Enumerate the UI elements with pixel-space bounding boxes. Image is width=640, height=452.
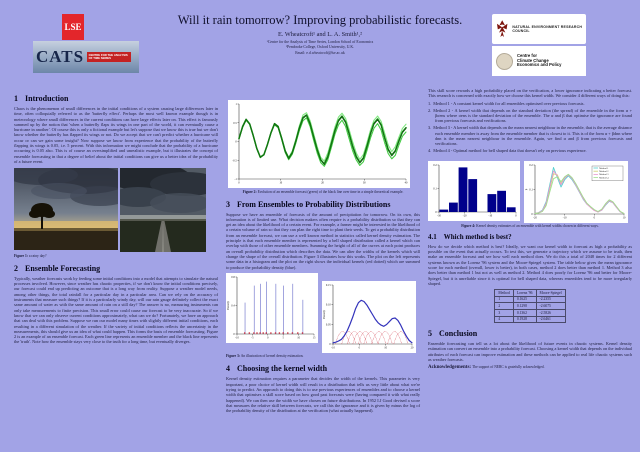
svg-text:0.10: 0.10: [325, 303, 331, 307]
table-cell: -2.5826: [536, 309, 565, 316]
method-item-1: 1. Method 1 - A constant kernel width for all ensembles optimised over previous forecasts.: [428, 100, 585, 106]
svg-text:0: 0: [233, 332, 235, 336]
svg-text:0: 0: [238, 181, 240, 185]
table-cell: 0.1625: [513, 296, 536, 303]
nerc-logo-text: NATURAL ENVIRONMENT RESEARCH COUNCIL: [512, 24, 583, 33]
svg-text:0: 0: [593, 216, 596, 220]
svg-text:0.8: 0.8: [231, 275, 235, 279]
svg-text:0.4: 0.4: [231, 304, 235, 308]
svg-text:0: 0: [267, 336, 269, 340]
svg-text:10: 10: [297, 336, 300, 340]
svg-text:1: 1: [235, 103, 237, 106]
column-2: [226, 88, 420, 414]
ensemble-forecasting-paragraph: Typically, weather forecasts work by feeding some initial conditions into a model that attempts to simulate the natural processes involved. However, since weather has chaotic properties, if we don't know the initial conditions precisely, our forecast could end up predicting an outcome that is a long way from reality. Suppose a weather model needs, among other things, the total rainfall for a particular day in a particular area. Can we rely on the accuracy of instruments that measure such things? If it is a particularly windy day, will our rain gauge definitely collect the exact same amount of water as with the same amount of rain on a still day? The answer is no, measuring instruments can only take measurements to finite precision. This small error could cause our forecast to be very inaccurate. So if we know that we can only observe current conditions approximately, what can we do? Fortunately, we have an approach that can deal with this problem. Suppose we run our model many times with slightly different initial conditions, each resulting in a different simulation of the weather. If the variety of initial conditions reflects the uncertainty in the measurements, this should give us an idea of what could happen. This forms the basis of ensemble forecasting. Figure 2 is an example of an ensemble forecast. Each green line represents an ensemble member and the black line represents the 'truth'. Note how the ensemble stays very close to the truth for a long time, but eventually diverges.: [14, 275, 218, 345]
svg-text:-10: -10: [235, 336, 239, 340]
cats-logo-text: CATS: [36, 47, 85, 66]
conclusion-paragraph: Ensemble forecasting can tell us a lot about the likelihood of future events in chaotic systems. Kernel density estimation can convert an ensemble into a probability forecast. Choosing a kernel width that depends on the individual attributes of each forecast can improve estimation and these methods can be applied to real life chaotic systems such as weather forecasts.: [428, 341, 632, 362]
method-item-4: 4. Method 4 - Optimal method for bell shaped data that doesn't rely on previous experience.: [428, 148, 587, 154]
table-header-method: Method: [495, 290, 513, 297]
svg-text:0.15: 0.15: [325, 283, 331, 287]
svg-text:Method 1: Method 1: [599, 166, 609, 170]
svg-text:20: 20: [321, 181, 324, 185]
svg-text:-10: -10: [331, 346, 335, 350]
column-3: [428, 88, 632, 370]
svg-text:Density: Density: [322, 309, 327, 320]
authors: E. Wheatcroft¹ and L. A. Smith¹,²: [277, 31, 363, 38]
lse-logo-text: LSE: [64, 22, 82, 32]
svg-text:15: 15: [312, 336, 316, 340]
section-5-heading: 5 Conclusion: [428, 329, 478, 339]
kernel-width-comparison-chart: [524, 161, 628, 223]
storm-road-photo: [120, 168, 206, 252]
svg-text:0: 0: [515, 214, 517, 218]
kernel-density-chart: [322, 281, 416, 353]
svg-text:-0.5: -0.5: [232, 159, 237, 163]
figure-4: [428, 161, 632, 223]
methods-intro-paragraph: This skill score rewards a high probability placed on the verification, a lower ignorance indicating a better forecast. This research is concerned with exactly how we choose this kernel width. We consider 4 different ways of doing this:: [428, 88, 632, 99]
page-title: Will it rain tomorrow? Improving probabilistic forecasts.: [177, 13, 463, 27]
section-1-heading: 1 Introduction: [14, 94, 69, 103]
table-cell: -2.2355: [536, 296, 565, 303]
svg-text:0.1: 0.1: [529, 188, 533, 192]
svg-text:-20: -20: [462, 214, 467, 218]
svg-text:30: 30: [362, 181, 366, 185]
table-row: [495, 303, 565, 310]
kernel-width-paragraph: Kernel density estimation requires a parameter that decides the width of the kernels. This parameter is very important, a poor choice of kernel width will result in a distribution that tells us very little about what we're trying to predict. An approach to doing this is to use previous experiences of ensembles and to choose a kernel width that optimises a skill score based on how good past forecasts were (having compared it with what really happened). We can then use the width we have chosen on future distributions. In 1952 I.J Good devised a score that measures the relative skill between forecasts, we call this the ignorance and it is given by minus the log of the probability density of the distribution at the verification (what actually happened).: [226, 376, 420, 414]
data-histogram-chart: [226, 273, 318, 343]
svg-text:10: 10: [622, 216, 626, 220]
svg-text:-5: -5: [251, 336, 254, 340]
table-cell: -2.6075: [536, 303, 565, 310]
methods-list: [428, 101, 632, 154]
svg-text:-10: -10: [488, 214, 493, 218]
acknowledgements: Acknowledgements: The support of NERC is gratefully acknowledged.: [428, 364, 545, 370]
figure-1: [14, 168, 218, 252]
svg-text:-20: -20: [533, 216, 537, 220]
table-cell: 0.1928: [513, 316, 536, 323]
svg-text:Density: Density: [226, 300, 231, 311]
cats-logo-subtext: CENTRE FOR THE ANALYSIS OF TIME SERIES: [87, 52, 131, 62]
table-header-moore-spiegel: Moore-Spiegel: [536, 290, 565, 297]
table-header-lorenz: Lorenz '96: [513, 290, 536, 297]
svg-text:40: 40: [404, 181, 408, 185]
svg-text:10: 10: [384, 346, 388, 350]
method-item-3: 3. Method 3 - A kernel width that depends on the mean nearest neighbour in the ensemble, that is the average distance each ensemble member is away from the ensemble member that is closest to it. This is of the form α + βdnn where dnn is the mean nearest neighbour in the ensemble. Again, we find α and β from previous forecasts and verifications.: [428, 125, 632, 147]
column-1: [14, 88, 218, 345]
svg-text:0: 0: [435, 210, 437, 214]
table-cell: 3: [495, 309, 513, 316]
intro-paragraph: Chaos is the phenomenon of small differences in the initial conditions of a system causing large differences later in time, often colloquially referred to as the 'butterfly effect'. Perhaps the most well known example though is in meteorology where small differences in the current conditions can have large effects later on. This effect is famously summed up by the notion that 'when a butterfly flaps its wings in one part of the world, it can eventually cause a hurricane in another'. Of course this is only a fictional example but let's suppose that we know this is true but we don't know whether the butterfly has flapped its wings or not. Do we accept that we can't predict whether a hurricane will occur or can we gain some insight? Now suppose we know from experience that the probability of the butterfly flapping its wings is 0.05, i.e. 5 percent. With this information we might conclude that the probability of a hurricane occurring is 0.05 also. This is of course an oversimplified and unrealistic example, but it illustrates the concept of ensemble forecasting in that a degree of belief about the initial conditions can give us a better idea of the probability of a future event.: [14, 106, 218, 164]
ensembles-to-distributions-paragraph: Suppose we have an ensemble of forecasts of the amount of precipitation for tomorrow. On its own, this information is of limited use. What decision makers often require is a probability distribution so that they can get an idea about the likelihood of a certain event. For example, a farmer might be interested in the likelihood of a certain volume of rain so that they can plan the right time to plant their seeds. To get a probability distribution from an ensemble forecast, we can use a well known method in statistics called kernel density estimation. The principle is that each ensemble member is represented by a bell shaped distribution called a kernel which can overlap with those of other ensemble members. Summing the height of all of the curves at each point produces an overall probability distribution which describes the data. We can alter the widths of the kernels which will change the shape of the overall distribution. Figure 3 illustrates how this works. The plot on the left represents some data in a histogram and the plot on the right shows the individual kernels (red dotted) which are summed to produce the probability density (blue).: [226, 211, 420, 270]
svg-text:0: 0: [235, 140, 237, 144]
table-cell: 4: [495, 316, 513, 323]
figure-3: [226, 273, 420, 353]
section-3-heading: 3 From Ensembles to Probability Distributions: [226, 199, 391, 209]
svg-text:5: 5: [282, 336, 284, 340]
figure-2-caption: Figure 2: Evolution of an ensemble forecast (green) of the black line over time in a simple theoretical example.: [242, 189, 404, 194]
svg-text:0: 0: [358, 346, 361, 350]
table-cell: 1: [495, 296, 513, 303]
nerc-logo: [492, 14, 586, 44]
table-header-row: [495, 290, 565, 297]
svg-text:-1: -1: [234, 178, 237, 181]
table-row: [495, 296, 565, 303]
figure-3-caption: Figure 3: An illustration of kernel density estimation.: [226, 354, 304, 359]
nerc-bird-icon: [495, 17, 509, 41]
svg-text:0.2: 0.2: [529, 163, 533, 167]
svg-text:20: 20: [410, 346, 414, 350]
storm-tree-photo: [14, 168, 118, 250]
svg-text:Method 3: Method 3: [599, 172, 609, 176]
section-4-heading: 4 Choosing the kernel width: [226, 364, 328, 374]
lse-logo: [62, 14, 84, 40]
which-method-paragraph: How do we decide which method is best? Ideally, we want our kernel width to forecast as high a probability as possible on the event that actually occurs. To test this, we generate a trajectory which we assume to be truth, then make an ensemble forecast and see how well each method does. We do this a total of 2048 times for 2 different systems known as the Lorenz '96 system and the Moore-Spiegel system. The table below gives the mean ignorance score for each method (overall, lower is better), in both cases, method 2 does better than method 1. Method 3 also does better than method 1 but not as well as method 2. Method 4 does poorly for Lorenz '96 and better for Moore-Spiegel, but it is unreliable since it is optimal for bell shaped data, whereas ensembles tend to be more irregularly shaped.: [428, 243, 632, 286]
svg-text:p: p: [524, 188, 529, 190]
svg-text:0.5: 0.5: [233, 121, 237, 125]
section-2-heading: 2 Ensemble Forecasting: [14, 263, 101, 273]
svg-text:0.05: 0.05: [325, 323, 331, 327]
svg-text:Method 4: Method 4: [599, 176, 609, 180]
svg-text:Method 2: Method 2: [599, 169, 609, 173]
table-cell: -2.6461: [536, 316, 565, 323]
cccep-logo: [492, 46, 586, 76]
results-table: [494, 289, 565, 323]
svg-text:-10: -10: [562, 216, 567, 220]
email-line: Email: e.d.wheatcroft@lse.ac.uk: [295, 50, 345, 55]
table-cell: 0.1298: [513, 303, 536, 310]
ensemble-histogram-chart: [428, 161, 520, 221]
svg-text:0.2: 0.2: [433, 163, 437, 167]
method-item-2: 2. Method 2 - A kernel width that depends on the standard deviation (the spread) of the ensemble in the form α + βσens where σens is the standard deviation of the ensemble. The α and β that optimise the ignorance are found from previous forecasts and verifications.: [428, 107, 632, 124]
table-cell: 0.1362: [513, 309, 536, 316]
title-block: [150, 13, 490, 55]
svg-text:0: 0: [329, 342, 331, 346]
figure-4-caption: Figure 4: Kernel density estimates of an ensemble with kernel widths chosen in different ways.: [461, 224, 599, 229]
cccep-logo-text: Centre for Climate Change Economics and Policy: [517, 52, 562, 68]
table-row: [495, 316, 565, 323]
affiliation-2: ²Pembroke College, Oxford University, U.K.: [285, 45, 355, 50]
table-row: [495, 309, 565, 316]
ensemble-forecast-chart: [228, 100, 410, 188]
svg-text:-30: -30: [437, 214, 441, 218]
section-4-1-heading: 4.1 Which method is best?: [428, 233, 512, 242]
svg-text:10: 10: [279, 181, 283, 185]
table-cell: 2: [495, 303, 513, 310]
cats-logo: [33, 41, 139, 73]
affiliation-1: ¹Centre for the Analysis of Time Series, London School of Economics: [266, 39, 374, 44]
svg-text:0: 0: [531, 212, 533, 216]
svg-text:0.1: 0.1: [433, 187, 437, 191]
cccep-globe-icon: [496, 53, 513, 70]
figure-1-caption: Figure 1: a rainy day?: [14, 253, 47, 258]
